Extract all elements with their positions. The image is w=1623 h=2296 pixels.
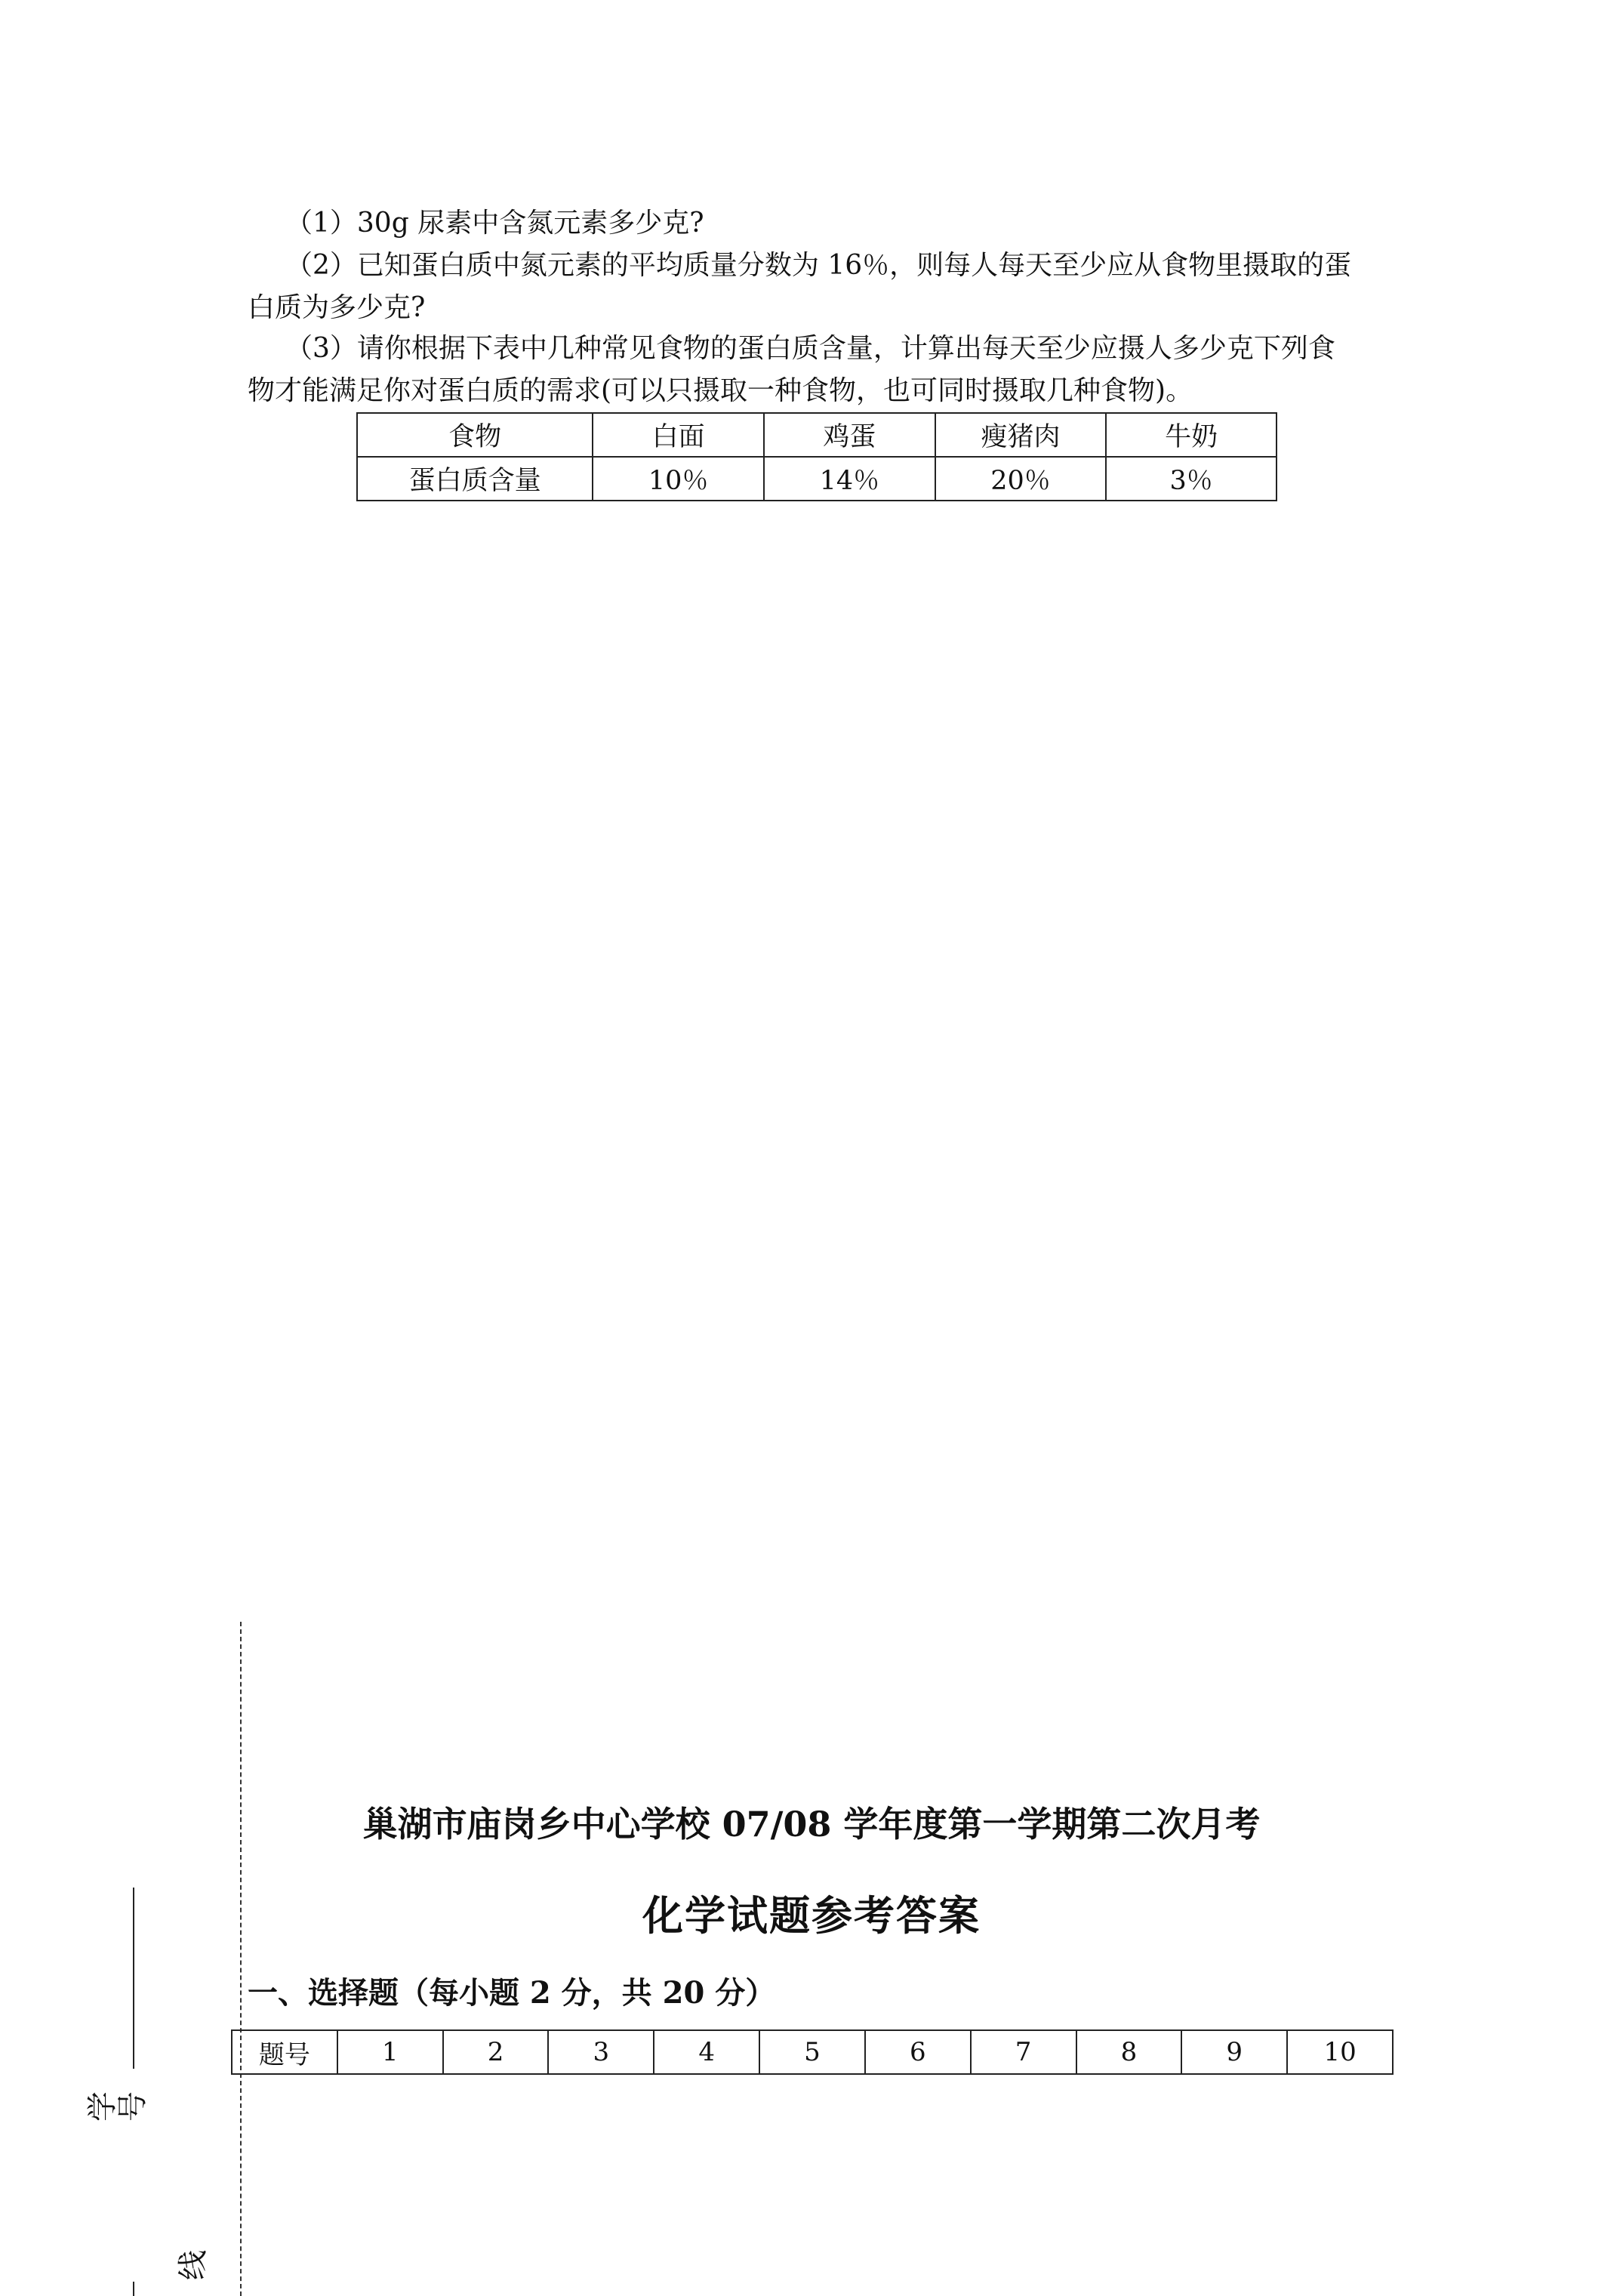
table-cell: 3％ [1106, 457, 1277, 501]
answer-sheet-subtitle: 化学试题参考答案 [642, 1891, 981, 1940]
table-row [357, 413, 1277, 457]
table-row [232, 2030, 1393, 2074]
section-heading-multiple-choice: 一、选择题（每小题 2 分，共 20 分） [248, 1975, 776, 2011]
table-cell: 蛋白质含量 [357, 457, 593, 501]
table-header-cell: 食物 [357, 413, 593, 457]
table-header-cell: 8 [1076, 2030, 1182, 2074]
table-header-cell: 5 [759, 2030, 865, 2074]
answer-table [231, 2029, 1394, 2075]
question-2-line-1: （2）已知蛋白质中氮元素的平均质量分数为 16％，则每人每天至少应从食物里摄取的蛋 [285, 250, 1352, 281]
question-2-line-2: 白质为多少克? [248, 292, 426, 323]
table-header-cell: 9 [1181, 2030, 1287, 2074]
table-cell: 10％ [593, 457, 764, 501]
table-row [357, 457, 1277, 501]
table-header-cell: 6 [865, 2030, 971, 2074]
table-header-cell: 牛奶 [1106, 413, 1277, 457]
table-header-cell: 10 [1287, 2030, 1393, 2074]
table-header-cell: 白面 [593, 413, 764, 457]
food-protein-table [356, 412, 1277, 501]
question-3 [248, 328, 1395, 412]
student-number-blank-line [133, 1888, 134, 2069]
margin-tick-mark [133, 2282, 134, 2296]
student-number-label: 学号 [85, 2091, 150, 2122]
question-3-line-1: （3）请你根据下表中几种常见食物的蛋白质含量，计算出每天至少应摄人多少克下列食 [285, 333, 1335, 364]
question-2 [248, 245, 1395, 329]
answer-sheet-title: 巢湖市庙岗乡中心学校 07/08 学年度第一学期第二次月考 [362, 1804, 1261, 1845]
table-cell: 20％ [935, 457, 1107, 501]
table-header-cell: 7 [971, 2030, 1076, 2074]
binding-dashed-line [240, 1622, 242, 2296]
table-header-cell: 题号 [232, 2030, 337, 2074]
binding-line-label: 线 [176, 2250, 211, 2280]
table-header-cell: 瘦猪肉 [935, 413, 1107, 457]
table-header-cell: 4 [654, 2030, 759, 2074]
table-header-cell: 2 [443, 2030, 549, 2074]
question-3-line-2: 物才能满足你对蛋白质的需求(可以只摄取一种食物，也可同时摄取几种食物)。 [248, 375, 1193, 406]
table-header-cell: 1 [337, 2030, 443, 2074]
table-cell: 14％ [764, 457, 935, 501]
question-1: （1）30g 尿素中含氮元素多少克? [285, 208, 704, 239]
table-header-cell: 3 [548, 2030, 654, 2074]
table-header-cell: 鸡蛋 [764, 413, 935, 457]
